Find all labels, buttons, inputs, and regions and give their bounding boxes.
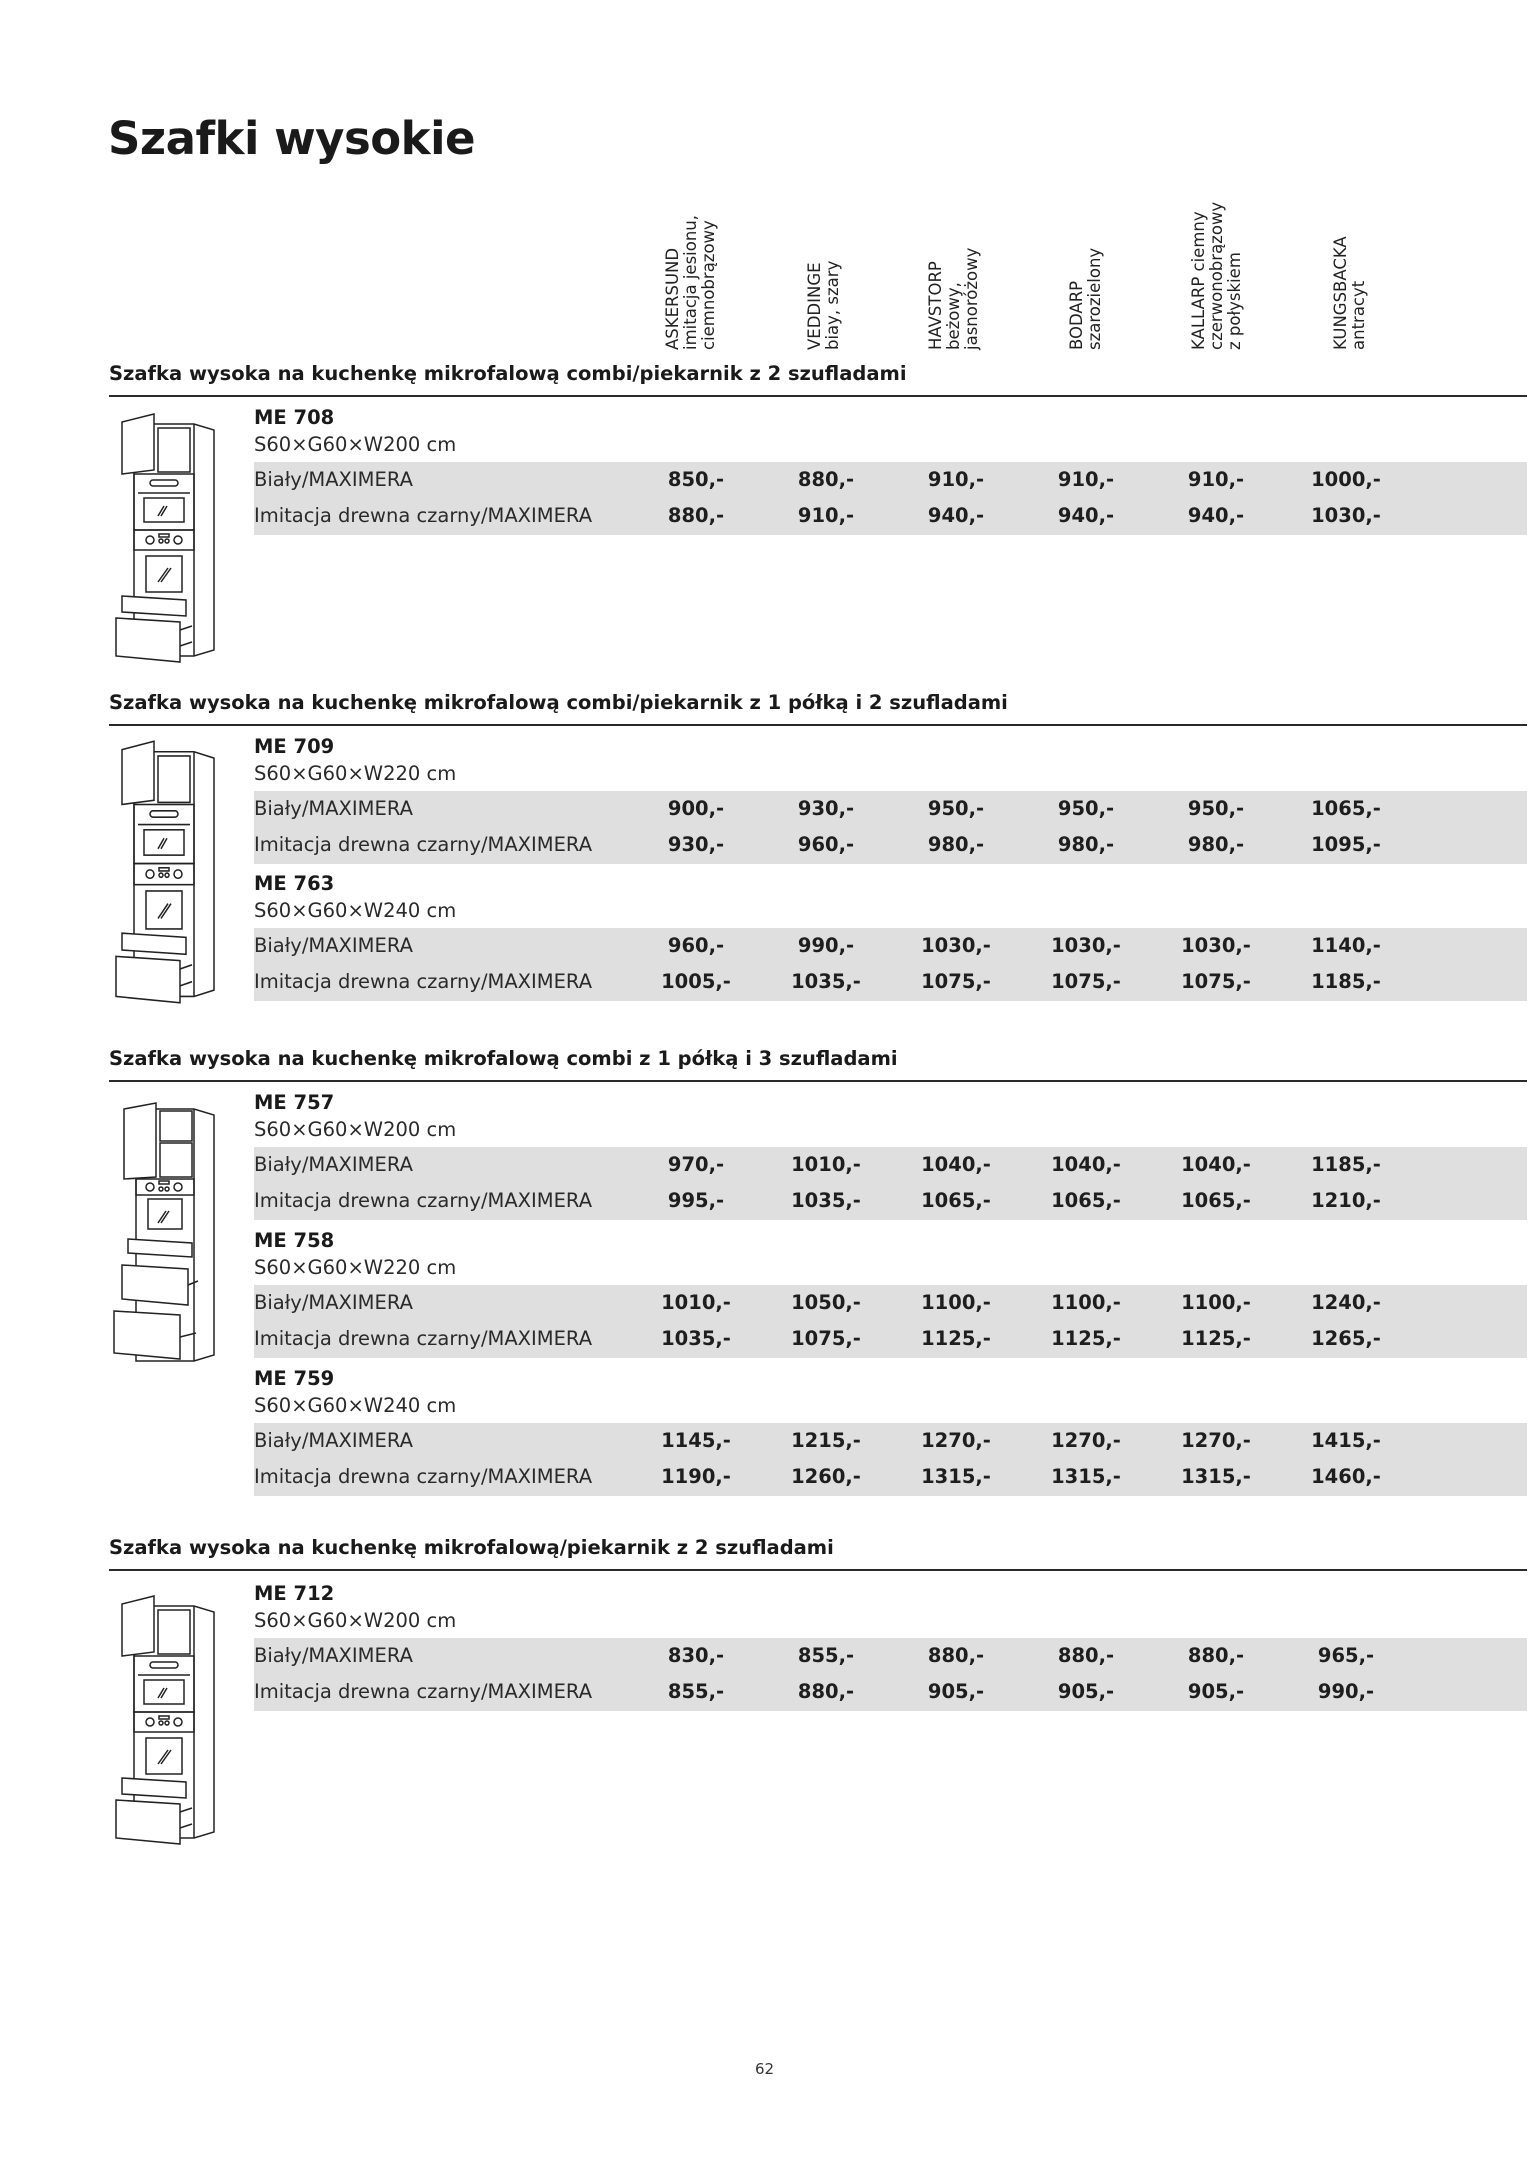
variant-label: Imitacja drewna czarny/MAXIMERA (254, 1327, 593, 1350)
section-title: Szafka wysoka na kuchenkę mikrofalową combi/piekarnik z 2 szufladami (109, 362, 907, 385)
product-size: S60×G60×W240 cm (254, 1394, 457, 1417)
price-kallarp: 910,- (1187, 468, 1245, 491)
column-header-bodarp: BODARP szarozielony (1067, 247, 1104, 350)
price-row (254, 1147, 1527, 1183)
variant-label: Biały/MAXIMERA (254, 468, 413, 491)
variant-label: Imitacja drewna czarny/MAXIMERA (254, 833, 593, 856)
variant-label: Biały/MAXIMERA (254, 1153, 413, 1176)
price-bodarp: 1315,- (1051, 1465, 1121, 1488)
price-bodarp: 950,- (1057, 797, 1115, 820)
product-size: S60×G60×W200 cm (254, 433, 457, 456)
price-kungsbacka: 1030,- (1311, 504, 1381, 527)
price-row (254, 1183, 1527, 1219)
price-kungsbacka: 1140,- (1311, 934, 1381, 957)
product-size: S60×G60×W200 cm (254, 1118, 457, 1141)
price-havstorp: 1065,- (921, 1189, 991, 1212)
price-kungsbacka: 1065,- (1311, 797, 1381, 820)
product-size: S60×G60×W220 cm (254, 1256, 457, 1279)
price-askersund: 930,- (667, 833, 725, 856)
product-code: ME 712 (254, 1582, 335, 1605)
variant-label: Biały/MAXIMERA (254, 1291, 413, 1314)
price-row (254, 462, 1527, 498)
price-row (254, 928, 1527, 964)
section-divider (109, 395, 1527, 397)
price-askersund: 995,- (667, 1189, 725, 1212)
section-title: Szafka wysoka na kuchenkę mikrofalową/piekarnik z 2 szufladami (109, 1536, 834, 1559)
price-kungsbacka: 965,- (1317, 1644, 1375, 1667)
column-header-askersund: ASKERSUND imitacja jesionu, ciemnobrązowy (663, 214, 718, 350)
price-bodarp: 1030,- (1051, 934, 1121, 957)
price-kallarp: 980,- (1187, 833, 1245, 856)
price-askersund: 1035,- (661, 1327, 731, 1350)
product-size: S60×G60×W220 cm (254, 762, 457, 785)
column-header-veddinge: VEDDINGE biay, szary (805, 260, 842, 350)
price-row (254, 827, 1527, 863)
price-kallarp: 1125,- (1181, 1327, 1251, 1350)
price-veddinge: 1260,- (791, 1465, 861, 1488)
price-row (254, 964, 1527, 1000)
price-askersund: 970,- (667, 1153, 725, 1176)
price-kallarp: 1040,- (1181, 1153, 1251, 1176)
variant-label: Imitacja drewna czarny/MAXIMERA (254, 1680, 593, 1703)
price-kallarp: 1030,- (1181, 934, 1251, 957)
section-divider (109, 1569, 1527, 1571)
price-row (254, 1674, 1527, 1710)
price-kallarp: 1065,- (1181, 1189, 1251, 1212)
price-havstorp: 1075,- (921, 970, 991, 993)
price-havstorp: 880,- (927, 1644, 985, 1667)
price-veddinge: 1215,- (791, 1429, 861, 1452)
section-title: Szafka wysoka na kuchenkę mikrofalową combi/piekarnik z 1 półką i 2 szufladami (109, 691, 1008, 714)
price-bodarp: 905,- (1057, 1680, 1115, 1703)
price-row (254, 1285, 1527, 1321)
price-row (254, 498, 1527, 534)
cabinet-illustration (108, 410, 214, 666)
price-veddinge: 1010,- (791, 1153, 861, 1176)
price-bodarp: 1100,- (1051, 1291, 1121, 1314)
price-kungsbacka: 1265,- (1311, 1327, 1381, 1350)
product-code: ME 709 (254, 735, 335, 758)
price-kungsbacka: 1240,- (1311, 1291, 1381, 1314)
price-kallarp: 905,- (1187, 1680, 1245, 1703)
variant-label: Biały/MAXIMERA (254, 934, 413, 957)
price-kallarp: 950,- (1187, 797, 1245, 820)
column-header-kungsbacka: KUNGSBACKA antracyt (1331, 236, 1368, 350)
price-havstorp: 1040,- (921, 1153, 991, 1176)
price-askersund: 1190,- (661, 1465, 731, 1488)
price-havstorp: 910,- (927, 468, 985, 491)
cabinet-illustration (108, 1099, 214, 1363)
price-havstorp: 905,- (927, 1680, 985, 1703)
price-kungsbacka: 1210,- (1311, 1189, 1381, 1212)
variant-label: Imitacja drewna czarny/MAXIMERA (254, 1189, 593, 1212)
price-veddinge: 855,- (797, 1644, 855, 1667)
price-veddinge: 1075,- (791, 1327, 861, 1350)
price-havstorp: 1315,- (921, 1465, 991, 1488)
price-kungsbacka: 1095,- (1311, 833, 1381, 856)
price-bodarp: 940,- (1057, 504, 1115, 527)
price-bodarp: 1125,- (1051, 1327, 1121, 1350)
cabinet-illustration (108, 737, 214, 1007)
price-havstorp: 1270,- (921, 1429, 991, 1452)
price-kungsbacka: 1185,- (1311, 1153, 1381, 1176)
price-kungsbacka: 990,- (1317, 1680, 1375, 1703)
section-divider (109, 724, 1527, 726)
price-kallarp: 1075,- (1181, 970, 1251, 993)
price-askersund: 1145,- (661, 1429, 731, 1452)
price-bodarp: 910,- (1057, 468, 1115, 491)
price-kallarp: 1270,- (1181, 1429, 1251, 1452)
page-title: Szafki wysokie (108, 112, 476, 165)
variant-label: Imitacja drewna czarny/MAXIMERA (254, 970, 593, 993)
price-havstorp: 1030,- (921, 934, 991, 957)
price-kungsbacka: 1000,- (1311, 468, 1381, 491)
price-row (254, 1423, 1527, 1459)
price-bodarp: 1075,- (1051, 970, 1121, 993)
column-header-havstorp: HAVSTORP beżowy, jasnoróżowy (926, 247, 981, 350)
price-bodarp: 980,- (1057, 833, 1115, 856)
section-title: Szafka wysoka na kuchenkę mikrofalową combi z 1 półką i 3 szufladami (109, 1047, 898, 1070)
price-askersund: 1005,- (661, 970, 731, 993)
cabinet-illustration (108, 1592, 214, 1848)
price-kungsbacka: 1460,- (1311, 1465, 1381, 1488)
product-code: ME 763 (254, 872, 335, 895)
price-veddinge: 880,- (797, 1680, 855, 1703)
product-size: S60×G60×W240 cm (254, 899, 457, 922)
price-veddinge: 1035,- (791, 970, 861, 993)
column-header-kallarp: KALLARP ciemny czerwonobrązowy z połyskiem (1189, 201, 1244, 350)
price-havstorp: 1100,- (921, 1291, 991, 1314)
price-bodarp: 880,- (1057, 1644, 1115, 1667)
price-askersund: 830,- (667, 1644, 725, 1667)
price-veddinge: 1035,- (791, 1189, 861, 1212)
price-havstorp: 940,- (927, 504, 985, 527)
column-headers (0, 0, 1529, 360)
price-kallarp: 1315,- (1181, 1465, 1251, 1488)
price-kungsbacka: 1415,- (1311, 1429, 1381, 1452)
variant-label: Biały/MAXIMERA (254, 1644, 413, 1667)
variant-label: Biały/MAXIMERA (254, 797, 413, 820)
variant-label: Imitacja drewna czarny/MAXIMERA (254, 504, 593, 527)
price-veddinge: 930,- (797, 797, 855, 820)
price-veddinge: 910,- (797, 504, 855, 527)
price-kallarp: 940,- (1187, 504, 1245, 527)
price-row (254, 1321, 1527, 1357)
price-kallarp: 1100,- (1181, 1291, 1251, 1314)
product-size: S60×G60×W200 cm (254, 1609, 457, 1632)
price-veddinge: 1050,- (791, 1291, 861, 1314)
price-havstorp: 980,- (927, 833, 985, 856)
price-row (254, 791, 1527, 827)
product-code: ME 759 (254, 1367, 335, 1390)
page-number: 62 (754, 2060, 775, 2078)
variant-label: Biały/MAXIMERA (254, 1429, 413, 1452)
section-divider (109, 1080, 1527, 1082)
price-veddinge: 960,- (797, 833, 855, 856)
price-askersund: 1010,- (661, 1291, 731, 1314)
price-askersund: 855,- (667, 1680, 725, 1703)
product-code: ME 757 (254, 1091, 335, 1114)
price-havstorp: 1125,- (921, 1327, 991, 1350)
price-row (254, 1638, 1527, 1674)
price-veddinge: 880,- (797, 468, 855, 491)
product-code: ME 708 (254, 406, 335, 429)
price-havstorp: 950,- (927, 797, 985, 820)
price-kungsbacka: 1185,- (1311, 970, 1381, 993)
price-askersund: 900,- (667, 797, 725, 820)
price-bodarp: 1040,- (1051, 1153, 1121, 1176)
price-kallarp: 880,- (1187, 1644, 1245, 1667)
price-veddinge: 990,- (797, 934, 855, 957)
price-bodarp: 1065,- (1051, 1189, 1121, 1212)
price-bodarp: 1270,- (1051, 1429, 1121, 1452)
price-row (254, 1459, 1527, 1495)
product-code: ME 758 (254, 1229, 335, 1252)
price-askersund: 960,- (667, 934, 725, 957)
price-askersund: 880,- (667, 504, 725, 527)
price-askersund: 850,- (667, 468, 725, 491)
variant-label: Imitacja drewna czarny/MAXIMERA (254, 1465, 593, 1488)
